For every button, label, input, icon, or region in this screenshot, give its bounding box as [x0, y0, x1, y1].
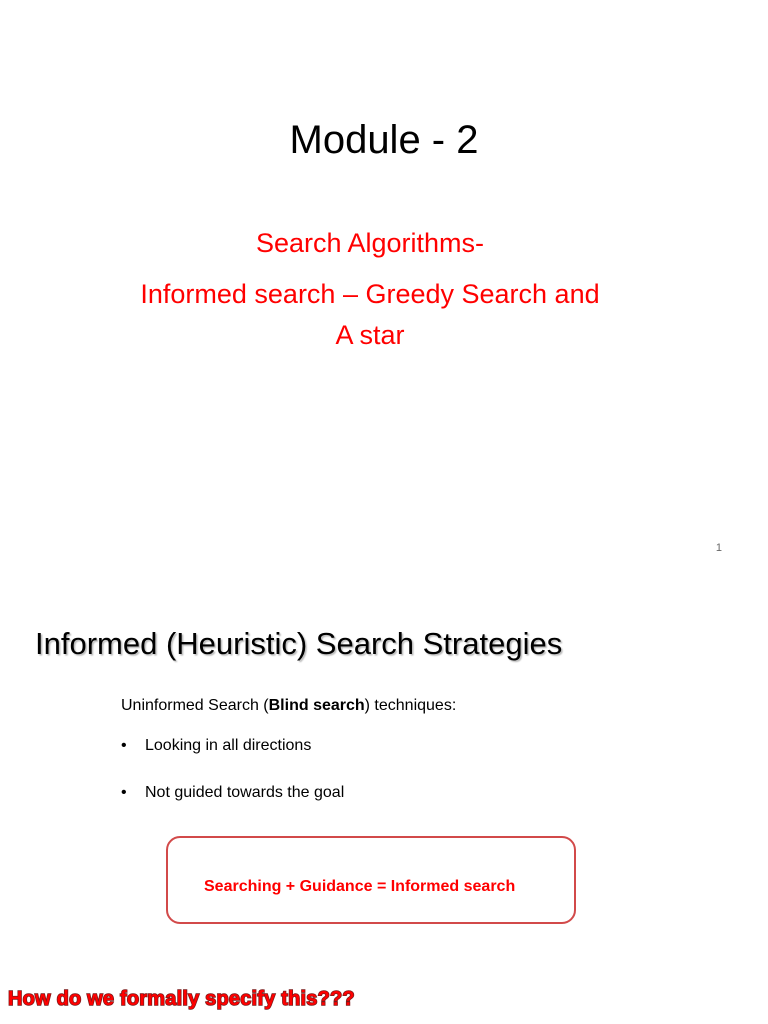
- list-item: [121, 782, 344, 804]
- subtitle-line-1: Search Algorithms-: [255, 228, 485, 258]
- list-item-text: Not guided towards the goal: [145, 784, 345, 801]
- slide-title: Module - 2: [289, 118, 479, 162]
- bullet-icon: •: [121, 784, 127, 801]
- callout-text: Searching + Guidance = Informed search: [204, 878, 516, 895]
- callout-box: [166, 836, 576, 924]
- slide-title: Informed (Heuristic) Search Strategies: [35, 626, 563, 661]
- intro-suffix: ) techniques:: [364, 697, 457, 714]
- list-item: [121, 735, 311, 757]
- question-text: How do we formally specify this???: [8, 988, 355, 1010]
- page-number: 1: [715, 542, 722, 554]
- slide-2: [0, 580, 768, 1024]
- bullet-icon: •: [121, 737, 127, 754]
- intro-prefix: Uninformed Search (: [121, 697, 269, 714]
- subtitle-line-3: A star: [335, 320, 405, 350]
- intro-bold: Blind search: [268, 697, 365, 714]
- list-item-text: Looking in all directions: [145, 737, 312, 754]
- intro-text: [121, 695, 456, 717]
- subtitle-line-2: Informed search – Greedy Search and: [140, 279, 600, 309]
